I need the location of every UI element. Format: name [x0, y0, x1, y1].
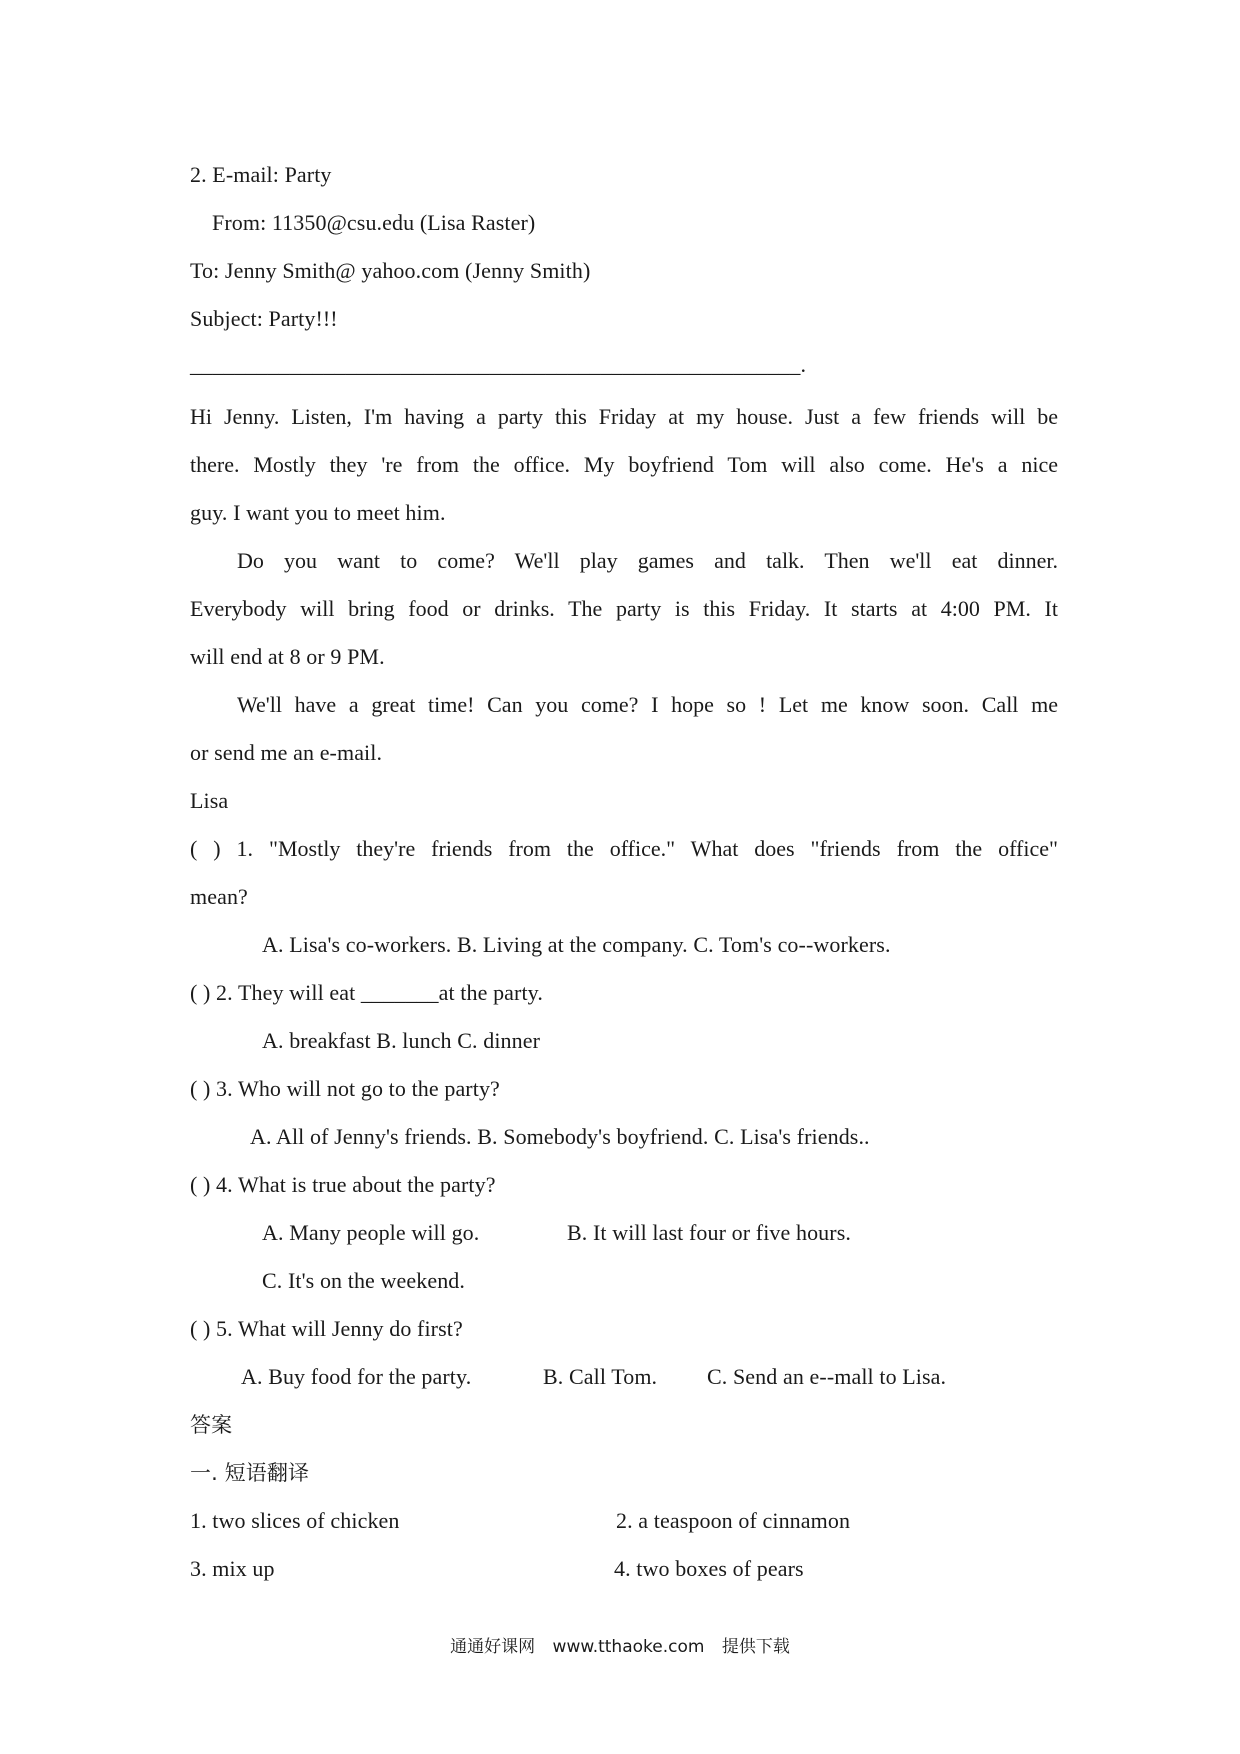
answer-3: 3. mix up — [190, 1556, 275, 1581]
question-3: ( ) 3. Who will not go to the party? — [190, 1076, 500, 1101]
question-5-option-b: B. Call Tom. — [543, 1364, 658, 1389]
email-body-p2-line1: Do you want to come? We'll play games and talk. Then we'll eat dinner. — [237, 548, 1058, 573]
email-body-p3-line1: We'll have a great time! Can you come? I hope so ! Let me know soon. Call me — [237, 692, 1058, 717]
email-body-p2-line2: Everybody will bring food or drinks. The party is this Friday. It starts at 4:00 PM. It — [190, 596, 1058, 621]
question-3-options: A. All of Jenny's friends. B. Somebody's boyfriend. C. Lisa's friends.. — [250, 1124, 870, 1149]
question-5-option-a: A. Buy food for the party. — [241, 1364, 472, 1389]
footer-download: 提供下载 — [721, 1637, 790, 1657]
question-1-options: A. Lisa's co-workers. B. Living at the company. C. Tom's co--workers. — [262, 932, 891, 957]
answer-2: 2. a teaspoon of cinnamon — [616, 1508, 851, 1533]
email-body-p3-line2: or send me an e-mail. — [190, 740, 383, 765]
email-from: From: 11350@csu.edu (Lisa Raster) — [212, 210, 536, 235]
answer-4: 4. two boxes of pears — [614, 1556, 804, 1581]
footer-url: www.tthaoke.com — [552, 1637, 705, 1657]
question-4-option-c: C. It's on the weekend. — [262, 1268, 465, 1293]
answers-section-title: 一. 短语翻译 — [190, 1461, 310, 1485]
question-4-option-b: B. It will last four or five hours. — [567, 1220, 851, 1245]
email-subject: Subject: Party!!! — [190, 306, 338, 331]
question-5-option-c: C. Send an e--mall to Lisa. — [707, 1364, 947, 1389]
email-body-p1-line3: guy. I want you to meet him. — [190, 500, 446, 525]
question-5: ( ) 5. What will Jenny do first? — [190, 1316, 463, 1341]
answers-title: 答案 — [190, 1413, 233, 1437]
page-footer — [0, 1635, 1240, 1659]
footer-site-name: 通通好课网 — [450, 1637, 536, 1657]
email-heading: 2. E-mail: Party — [190, 162, 332, 187]
question-1-continued: mean? — [190, 884, 248, 909]
email-to: To: Jenny Smith@ yahoo.com (Jenny Smith) — [190, 258, 591, 283]
question-4: ( ) 4. What is true about the party? — [190, 1172, 496, 1197]
question-1: ( ) 1. "Mostly they're friends from the office." What does "friends from the office" — [190, 836, 1058, 861]
email-signature: Lisa — [190, 788, 229, 813]
question-2: ( ) 2. They will eat _______at the party. — [190, 980, 543, 1005]
answer-1: 1. two slices of chicken — [190, 1508, 400, 1533]
email-body-p2-line3: will end at 8 or 9 PM. — [190, 644, 385, 669]
question-2-options: A. breakfast B. lunch C. dinner — [262, 1028, 541, 1053]
question-4-option-a: A. Many people will go. — [262, 1220, 480, 1245]
email-rule: _______________________________________________________. — [190, 352, 807, 377]
email-body-p1-line1: Hi Jenny. Listen, I'm having a party this Friday at my house. Just a few friends will be — [190, 404, 1058, 429]
email-body-p1-line2: there. Mostly they 're from the office. My boyfriend Tom will also come. He's a nice — [190, 452, 1058, 477]
